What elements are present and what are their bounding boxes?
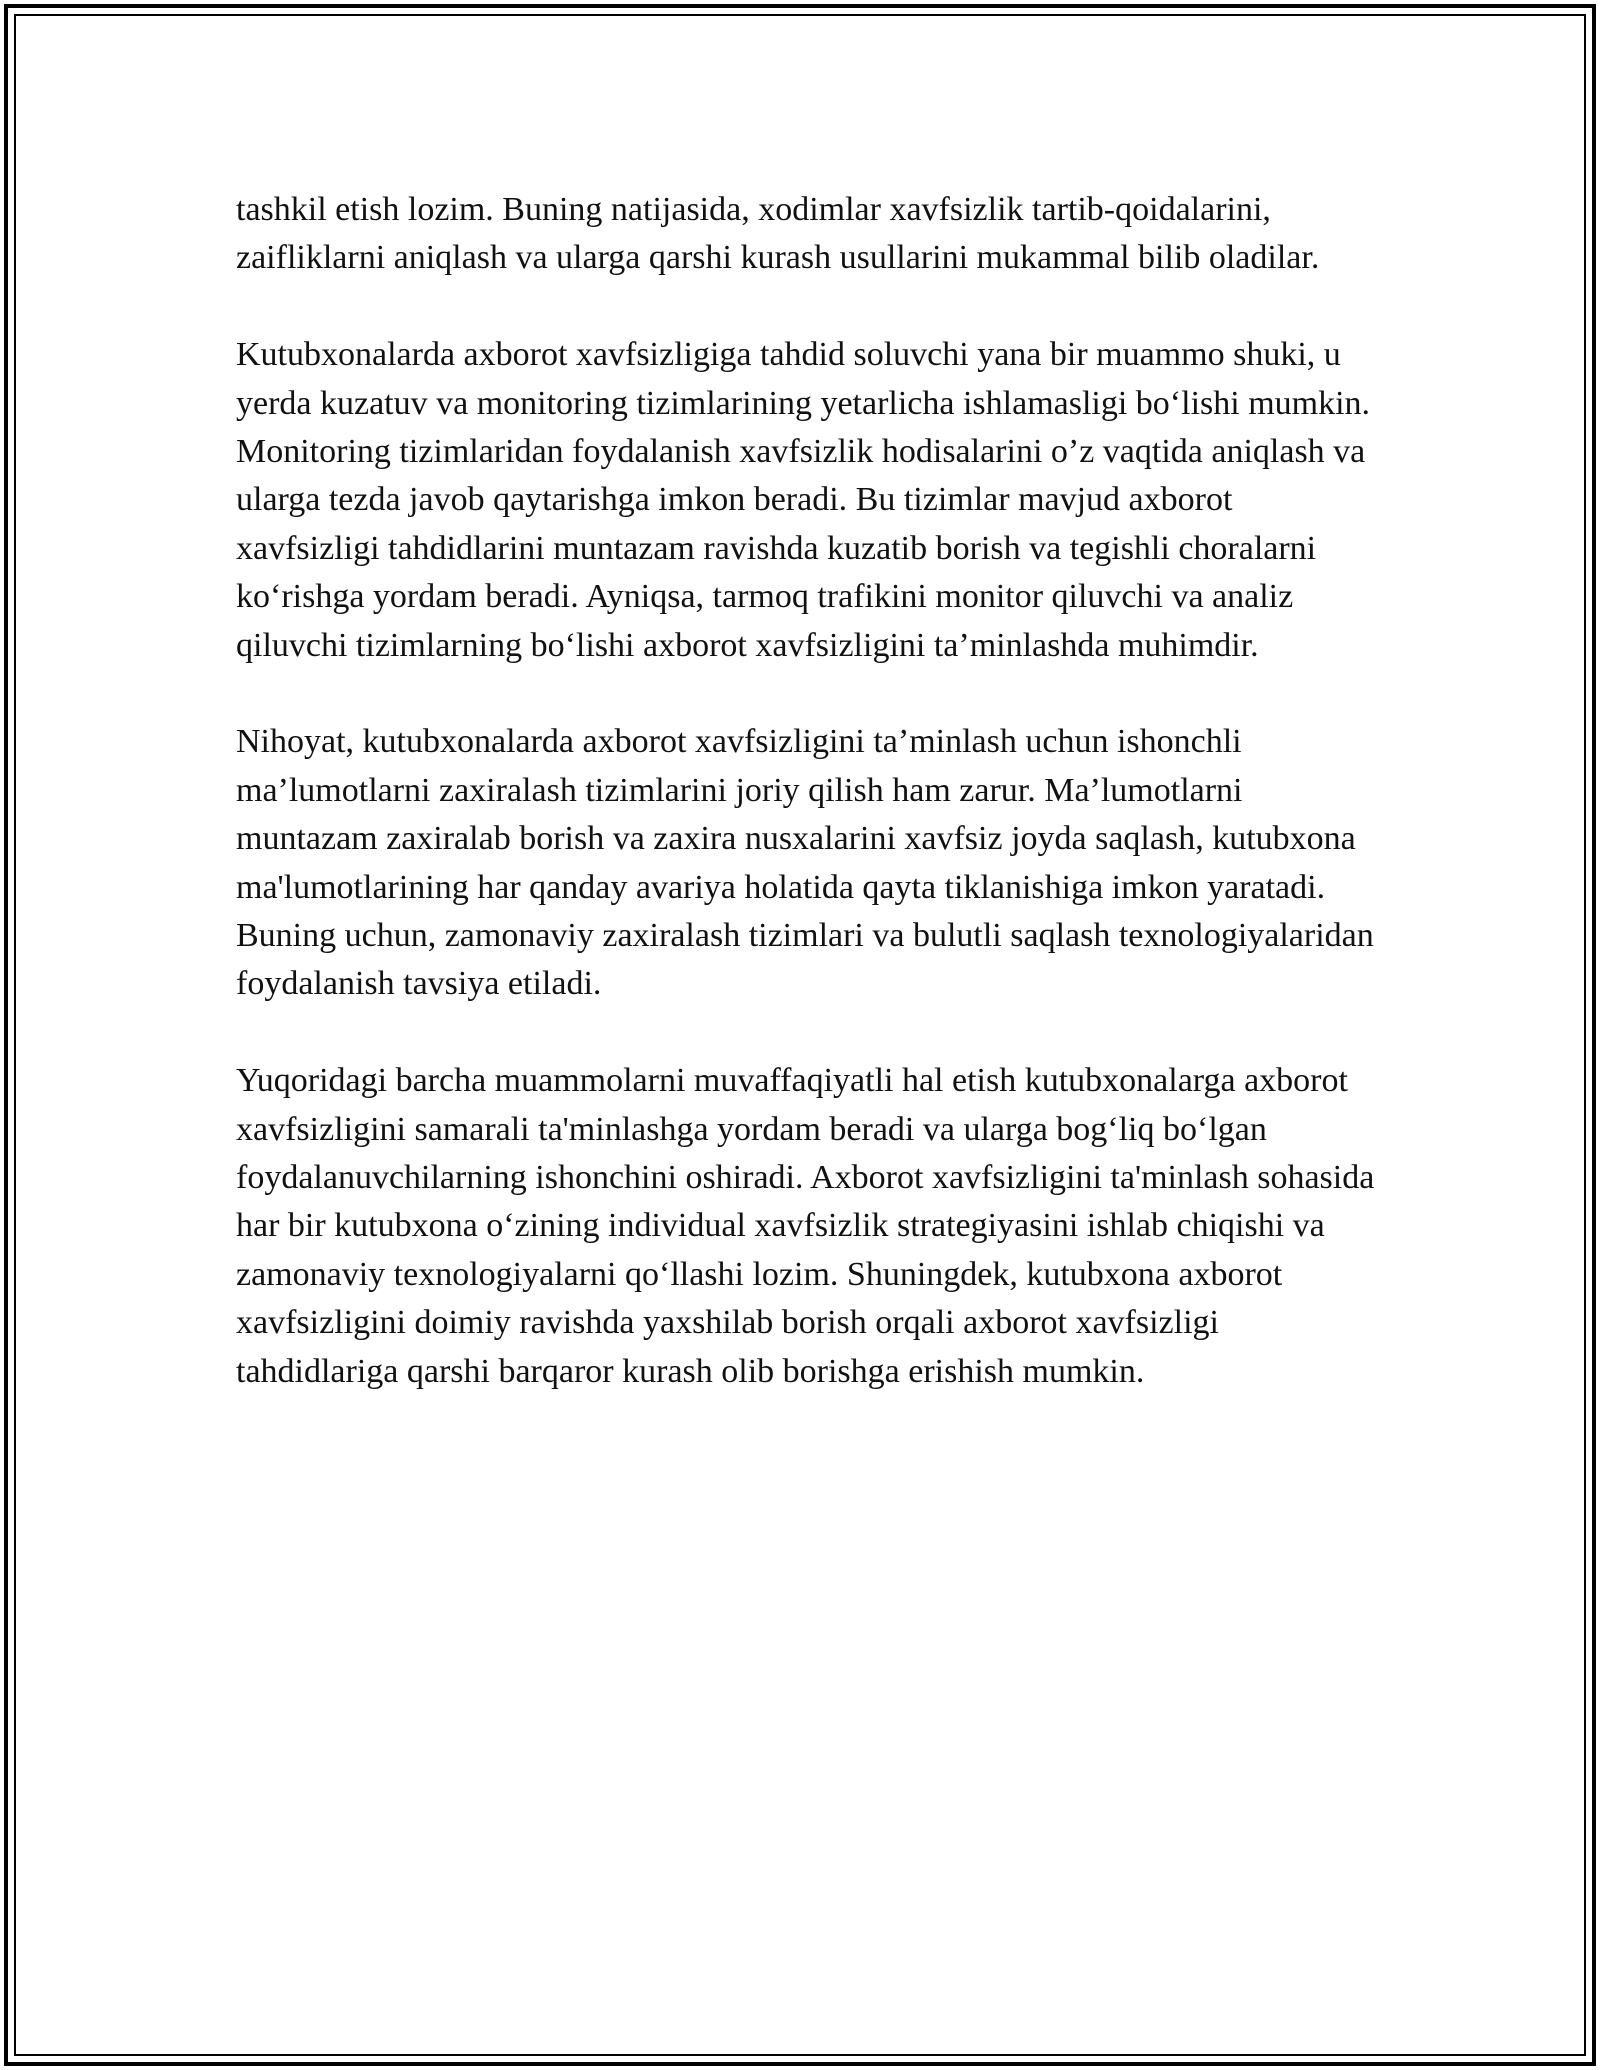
paragraph-3: Nihoyat, kutubxonalarda axborot xavfsizligini ta’minlash uchun ishonchli ma’lumotlarni zaxiralash tizimlarini joriy qilish ham zarur. Ma’lumotlarni muntazam zaxiralab borish va zaxira nusxalarini xavfsiz joyda saqlash, kutubxona ma'lumotlarining har qanday avariya holatida qayta tiklanishiga imkon yaratadi. Buning uchun, zamonaviy zaxiralash tizimlari va bulutli saqlash texnologiyalaridan foydalanish tavsiya etiladi. [236,723,1374,1003]
document-body [236,186,1376,1396]
paragraph-1: tashkil etish lozim. Buning natijasida, xodimlar xavfsizlik tartib-qoidalarini, zaifliklarni aniqlash va ularga qarshi kurash usullarini mukammal bilib oladilar. [236,191,1320,277]
paragraph-2: Kutubxonalarda axborot xavfsizligiga tahdid soluvchi yana bir muammo shuki, u yerda kuzatuv va monitoring tizimlarining yetarlicha ishlamasligi bo‘lishi mumkin. Monitoring tizimlaridan foydalanish xavfsizlik hodisalarini o’z vaqtida aniqlash va ularga tezda javob qaytarishga imkon beradi. Bu tizimlar mavjud axborot xavfsizligi tahdidlarini muntazam ravishda kuzatib borish va tegishli choralarni ko‘rishga yordam beradi. Ayniqsa, tarmoq trafikini monitor qiluvchi va analiz qiluvchi tizimlarning bo‘lishi axborot xavfsizligini ta’minlashda muhimdir. [236,336,1371,664]
paragraph-4: Yuqoridagi barcha muammolarni muvaffaqiyatli hal etish kutubxonalarga axborot xavfsizligini samarali ta'minlashga yordam beradi va ularga bog‘liq bo‘lgan foydalanuvchilarning ishonchini oshiradi. Axborot xavfsizligini ta'minlash sohasida har bir kutubxona o‘zining individual xavfsizlik strategiyasini ishlab chiqishi va zamonaviy texnologiyalarni qo‘llashi lozim. Shuningdek, kutubxona axborot xavfsizligini doimiy ravishda yaxshilab borish orqali axborot xavfsizligi tahdidlariga qarshi barqaror kurash olib borishga erishish mumkin. [236,1062,1375,1390]
